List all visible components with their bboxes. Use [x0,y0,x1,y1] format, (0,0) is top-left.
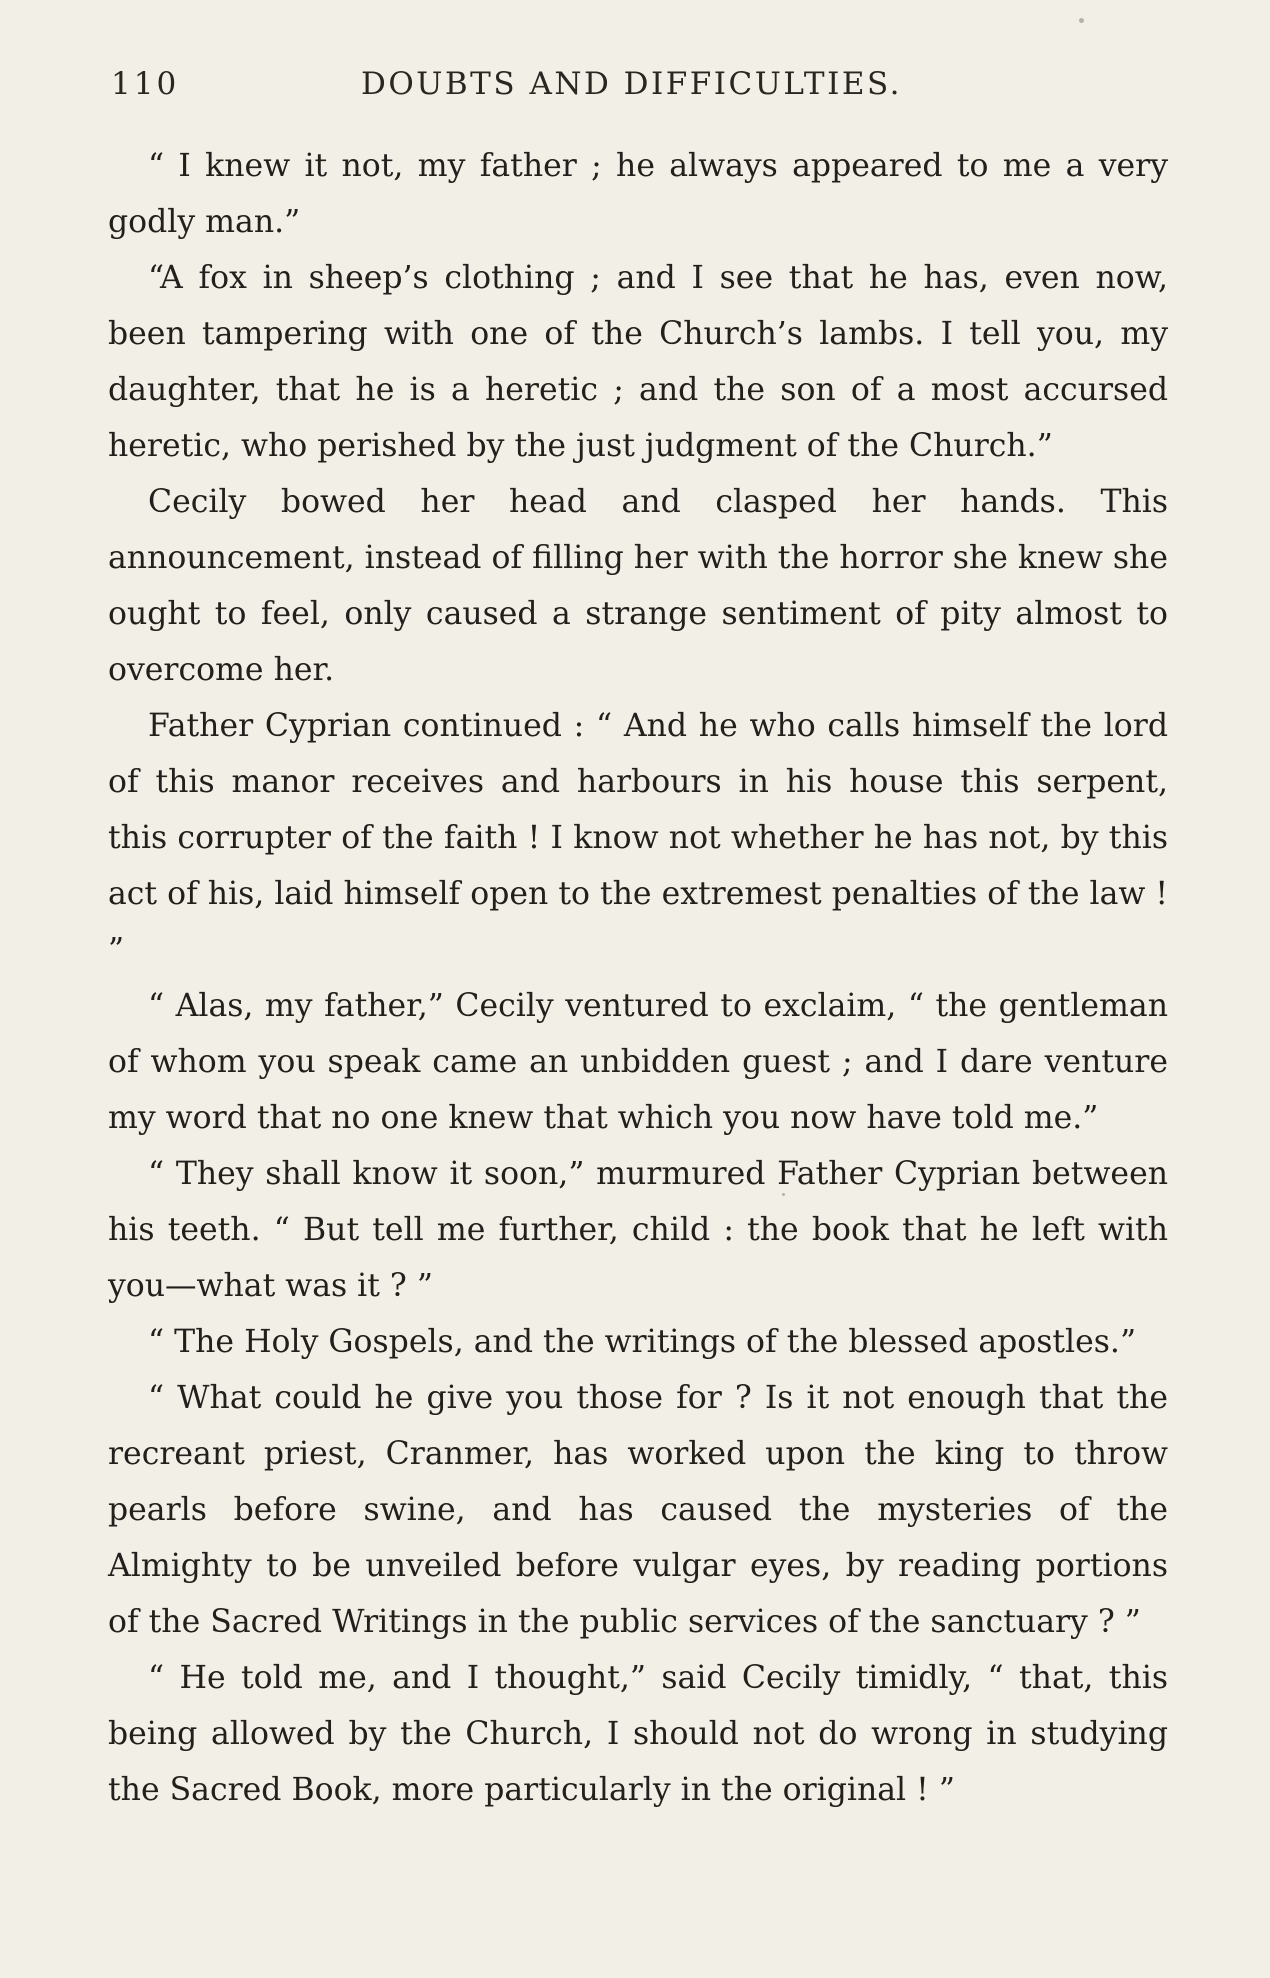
paragraph: “ The Holy Gospels, and the writings of the blessed apostles.” [148,1324,1137,1360]
page-header [111,64,1166,114]
paragraph: “ Alas, my father,” Cecily ventured to exclaim, “ the gentleman of whom you speak came an unbidden guest ; and I dare venture my word that no one knew that which you now have told me.” [108,988,1168,1136]
paragraph: “A fox in sheep’s clothing ; and I see that he has, even now, been tampering with one of the Church’s lambs. I tell you, my daughter, that he is a heretic ; and the son of a most accursed heretic, who perished by the just judgment of the Church.” [108,260,1168,464]
paragraph: Cecily bowed her head and clasped her hands. This announcement, instead of filling her with the horror she knew she ought to feel, only caused a strange sentiment of pity almost to overcome her. [108,484,1168,688]
body-text [108,138,1168,1818]
paragraph: “ They shall know it soon,” murmured Father Cyprian between his teeth. “ But tell me further, child : the book that he left with you—what was it ? ” [108,1156,1168,1304]
paragraph: “ He told me, and I thought,” said Cecily timidly, “ that, this being allowed by the Church, I should not do wrong in studying the Sacred Book, more particularly in the original ! ” [108,1660,1168,1808]
running-title: DOUBTS AND DIFFICULTIES. [361,66,902,102]
paper-speck [1079,18,1084,23]
paragraph: Father Cyprian continued : “ And he who calls himself the lord of this manor receives and harbours in his house this serpent, this corrupter of the faith ! I know not whether he has not, by this act of his, laid himself open to the extremest penalties of the law ! ” [108,708,1168,968]
page-number: 110 [111,66,180,102]
paragraph: “ I knew it not, my father ; he always appeared to me a very godly man.” [108,148,1168,240]
paragraph: “ What could he give you those for ? Is it not enough that the recreant priest, Cranmer, has worked upon the king to throw pearls before swine, and has caused the mysteries of the Almighty to be unveiled before vulgar eyes, by reading portions of the Sacred Writings in the public services of the sanctuary ? ” [108,1380,1168,1640]
